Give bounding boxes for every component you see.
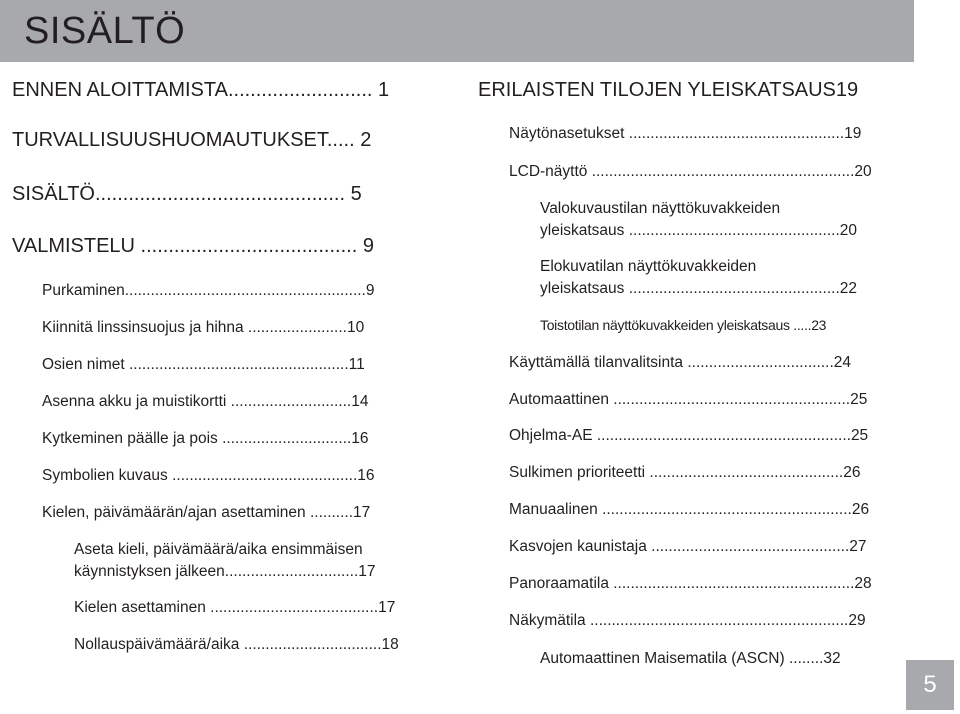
toc-entry-ennen-aloittamista[interactable]: ENNEN ALOITTAMISTA.......................... 1 [12, 79, 390, 101]
toc-entry-sulkimen-prioriteetti[interactable]: Sulkimen prioriteetti .............................................26 [509, 464, 861, 481]
toc-entry-naytonasetukset[interactable]: Näytönasetukset ..................................................19 [509, 125, 862, 142]
toc-entry-kielen-paivamaaran[interactable]: Kielen, päivämäärän/ajan asettaminen ..........17 [42, 504, 371, 521]
page-title: SISÄLTÖ [24, 10, 186, 52]
toc-entry-elokuvatila-line1[interactable]: Elokuvatilan näyttökuvakkeiden [540, 258, 757, 275]
toc-entry-linssinsuojus[interactable]: Kiinnitä linssinsuojus ja hihna .......................10 [42, 319, 365, 336]
toc-entry-paalle-pois[interactable]: Kytkeminen päälle ja pois ..............................16 [42, 430, 369, 447]
toc-entry-kielen-asettaminen[interactable]: Kielen asettaminen .......................................17 [74, 599, 396, 616]
toc-entry-purkaminen[interactable]: Purkaminen........................................................9 [42, 282, 375, 299]
toc-entry-kasvojen-kaunistaja[interactable]: Kasvojen kaunistaja ..............................................27 [509, 538, 867, 555]
toc-entry-erilaisten-tilojen[interactable]: ERILAISTEN TILOJEN YLEISKATSAUS19 [478, 79, 859, 101]
toc-entry-turvallisuushuomautukset[interactable]: TURVALLISUUSHUOMAUTUKSET..... 2 [12, 129, 372, 151]
toc-entry-valmistelu[interactable]: VALMISTELU ....................................... 9 [12, 235, 374, 257]
toc-entry-valokuvaustila-line2[interactable]: yleiskatsaus .................................................20 [540, 222, 857, 239]
toc-entry-aseta-kieli-line2[interactable]: käynnistyksen jälkeen...............................17 [74, 563, 376, 580]
toc-entry-automaattinen[interactable]: Automaattinen .......................................................25 [509, 391, 868, 408]
toc-entry-manuaalinen[interactable]: Manuaalinen ..........................................................26 [509, 501, 870, 518]
toc-entry-symbolien-kuvaus[interactable]: Symbolien kuvaus ...........................................16 [42, 467, 375, 484]
toc-entry-tilanvalitsin[interactable]: Käyttämällä tilanvalitsinta ..................................24 [509, 354, 851, 371]
toc-entry-sisalto[interactable]: SISÄLTÖ............................................. 5 [12, 183, 362, 205]
page-number: 5 [906, 660, 954, 710]
toc-entry-valokuvaustila-line1[interactable]: Valokuvaustilan näyttökuvakkeiden [540, 200, 781, 217]
toc-entry-osien-nimet[interactable]: Osien nimet ...................................................11 [42, 356, 365, 373]
toc-entry-ascn[interactable]: Automaattinen Maisematila (ASCN) ........32 [540, 650, 841, 667]
header-band [0, 0, 914, 62]
toc-entry-lcd-naytto[interactable]: LCD-näyttö .............................................................20 [509, 163, 872, 180]
toc-entry-nakymatila[interactable]: Näkymätila ............................................................29 [509, 612, 866, 629]
toc-entry-nollauspaivamaara[interactable]: Nollauspäivämäärä/aika ................................18 [74, 636, 399, 653]
toc-entry-ohjelma-ae[interactable]: Ohjelma-AE ...........................................................25 [509, 427, 869, 444]
toc-entry-toistotila[interactable]: Toistotilan näyttökuvakkeiden yleiskatsaus .....23 [540, 317, 827, 333]
toc-entry-aseta-kieli-line1[interactable]: Aseta kieli, päivämäärä/aika ensimmäisen [74, 541, 363, 558]
toc-entry-akku-muistikortti[interactable]: Asenna akku ja muistikortti ............................14 [42, 393, 369, 410]
toc-entry-elokuvatila-line2[interactable]: yleiskatsaus .................................................22 [540, 280, 857, 297]
toc-entry-panoraamatila[interactable]: Panoraamatila ........................................................28 [509, 575, 872, 592]
